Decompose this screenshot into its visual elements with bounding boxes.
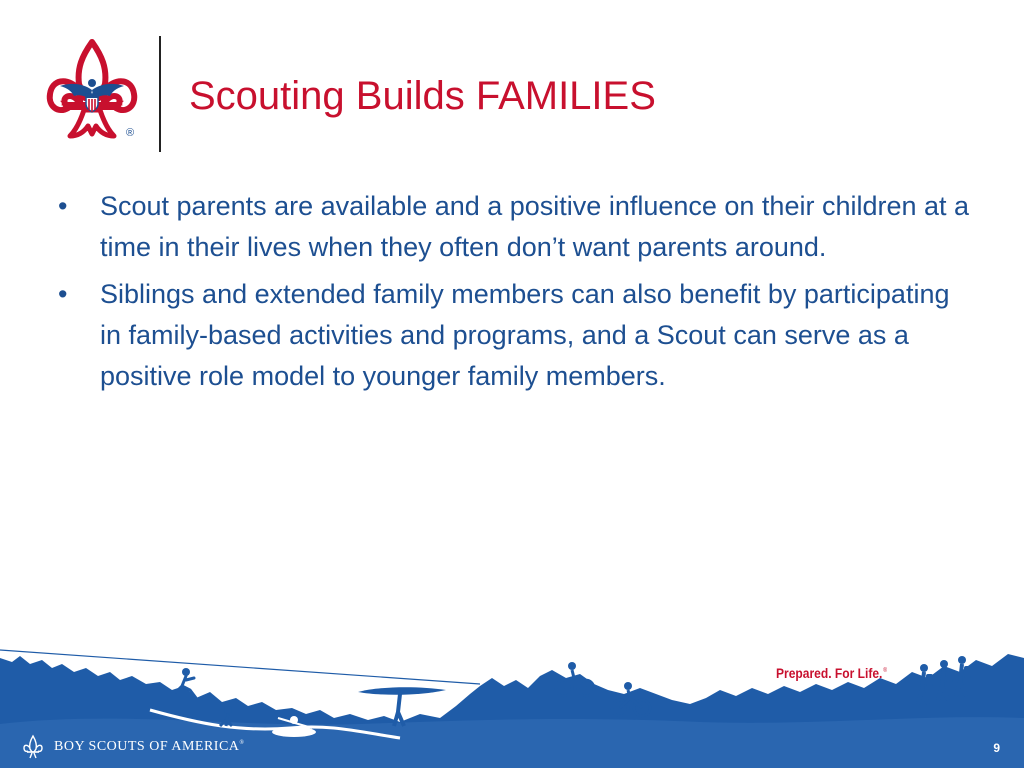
organization-name-text: BOY SCOUTS OF AMERICA — [54, 739, 240, 754]
bullet-item — [58, 186, 978, 268]
bullet-item — [58, 274, 978, 397]
fleur-de-lis-icon — [22, 734, 44, 760]
bullet-text: Siblings and extended family members can also benefit by participating in family-based activities and programs, and a Scout can serve as a positive role model to younger family members. — [100, 279, 950, 391]
bullet-marker: • — [58, 191, 68, 221]
bullet-text: Scout parents are available and a positive influence on their children at a time in their lives when they often don’t want parents around. — [100, 191, 970, 262]
tagline-text: Prepared. For Life. — [776, 665, 883, 681]
organization-name — [54, 739, 244, 755]
organization-registered-mark: ® — [239, 740, 245, 746]
registered-mark: ® — [126, 127, 135, 139]
bullet-list — [58, 186, 978, 403]
page-number: 9 — [993, 741, 1000, 755]
tagline — [776, 665, 887, 681]
tagline-registered-mark: ® — [883, 668, 888, 674]
bullet-marker: • — [58, 279, 68, 309]
fleur-de-lis-eagle-icon — [44, 38, 140, 146]
slide-title: Scouting Builds FAMILIES — [189, 74, 656, 118]
header-divider — [159, 36, 161, 152]
